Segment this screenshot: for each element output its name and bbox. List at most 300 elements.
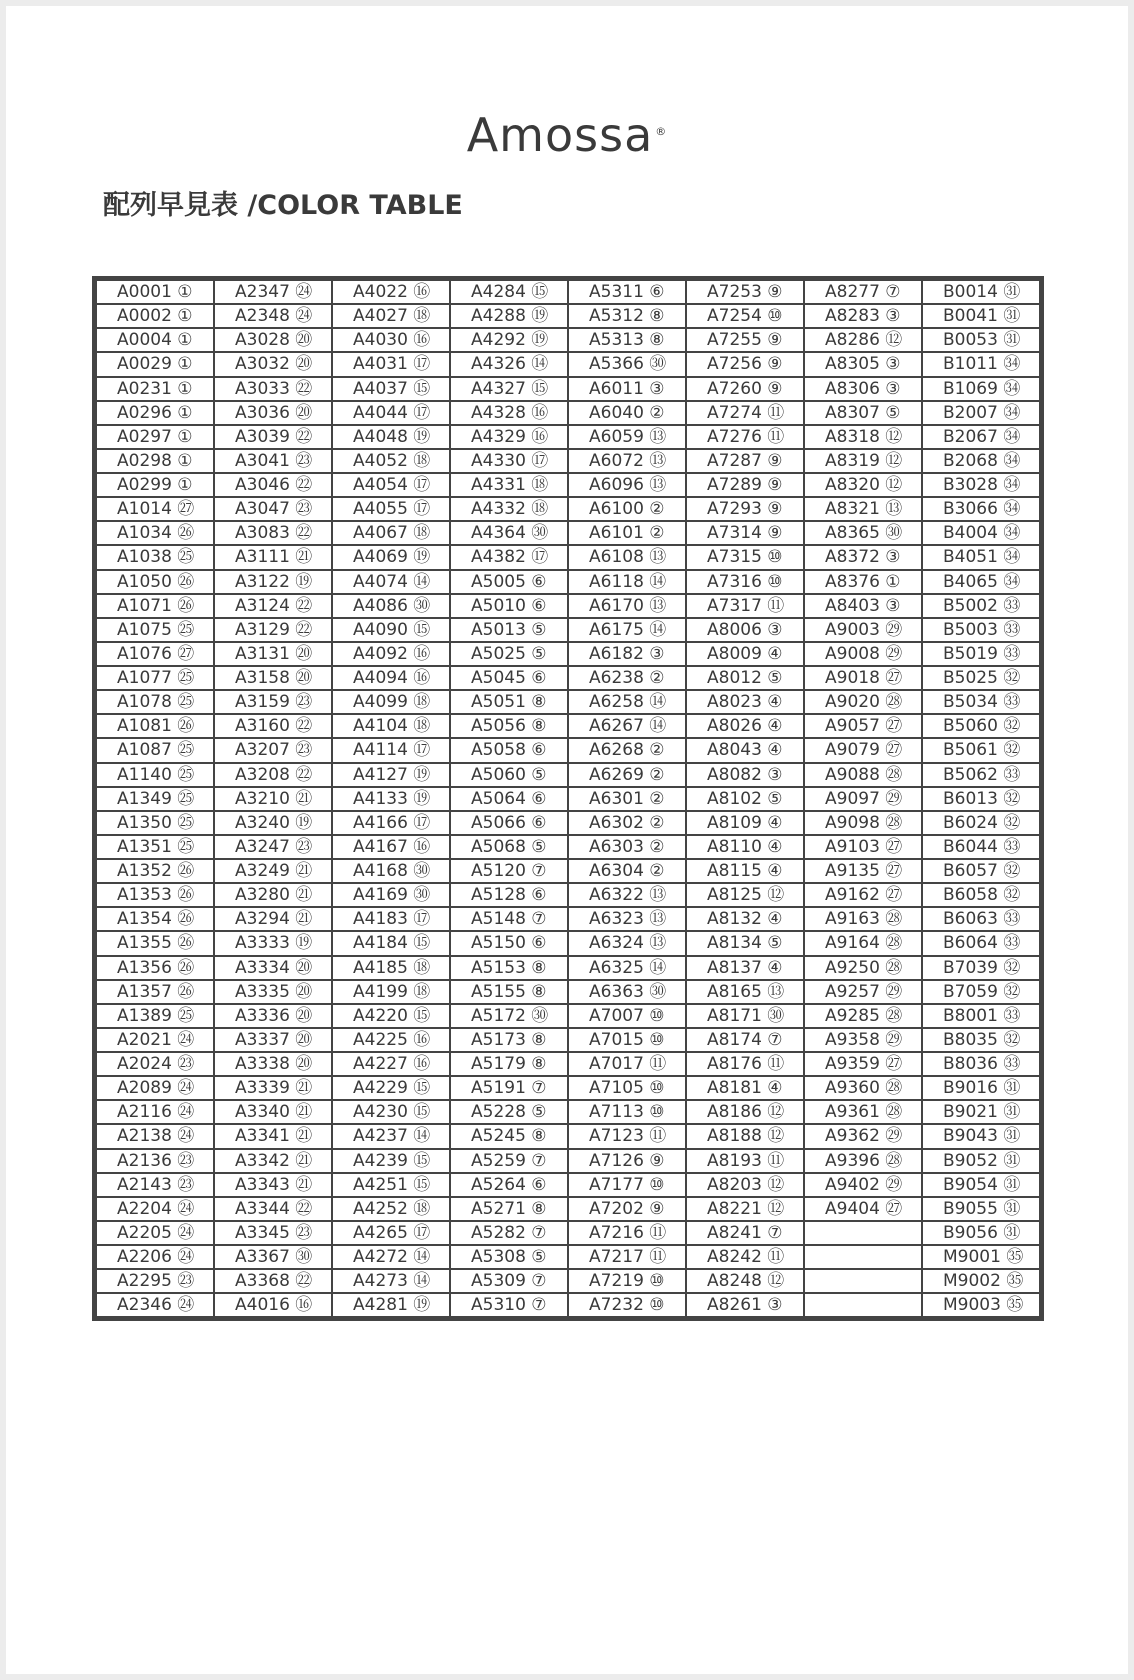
color-code-cell: A8181 ④ (686, 1076, 804, 1100)
color-code-cell: A7253 ⑨ (686, 280, 804, 304)
color-code-cell: A9358 ㉙ (804, 1028, 922, 1052)
color-code-cell: A4044 ⑰ (332, 401, 450, 425)
color-code-cell: A9057 ㉗ (804, 714, 922, 738)
color-code-cell: B9052 ㉛ (922, 1149, 1040, 1173)
color-code-cell: A1076 ㉗ (96, 642, 214, 666)
color-code-cell: A8043 ④ (686, 738, 804, 762)
color-code-cell: A1351 ㉕ (96, 835, 214, 859)
color-code-cell: A3083 ㉒ (214, 521, 332, 545)
color-code-cell: A4230 ⑮ (332, 1100, 450, 1124)
color-code-cell: A5311 ⑥ (568, 280, 686, 304)
table-row (96, 594, 1040, 618)
color-code-cell: A6323 ⑬ (568, 907, 686, 931)
color-code-cell: A1355 ㉖ (96, 931, 214, 955)
color-code-cell: A6301 ② (568, 787, 686, 811)
color-code-cell: A9103 ㉗ (804, 835, 922, 859)
color-code-cell: A6325 ⑭ (568, 956, 686, 980)
color-code-cell: A7177 ⑩ (568, 1173, 686, 1197)
color-code-cell: A4127 ⑲ (332, 763, 450, 787)
color-code-cell: A3046 ㉒ (214, 473, 332, 497)
table-row (96, 1076, 1040, 1100)
color-code-cell: A4168 ㉚ (332, 859, 450, 883)
color-code-cell: A8102 ⑤ (686, 787, 804, 811)
color-code-cell: A8109 ④ (686, 811, 804, 835)
color-code-cell: A4114 ⑰ (332, 738, 450, 762)
table-row (96, 738, 1040, 762)
color-code-cell: A5228 ⑤ (450, 1100, 568, 1124)
table-row (96, 1173, 1040, 1197)
color-code-cell: A3344 ㉒ (214, 1197, 332, 1221)
table-row (96, 1100, 1040, 1124)
color-code-cell: A1050 ㉖ (96, 570, 214, 594)
color-code-cell: A8188 ⑫ (686, 1124, 804, 1148)
registered-mark: ® (655, 124, 668, 138)
color-code-cell: A5172 ㉚ (450, 1004, 568, 1028)
color-code-cell: A8012 ⑤ (686, 666, 804, 690)
color-code-cell: A4251 ⑮ (332, 1173, 450, 1197)
color-code-cell: A4239 ⑮ (332, 1149, 450, 1173)
color-code-cell: A1352 ㉖ (96, 859, 214, 883)
color-code-cell: A5153 ⑧ (450, 956, 568, 980)
color-code-cell: A8115 ④ (686, 859, 804, 883)
color-code-cell: B0014 ㉛ (922, 280, 1040, 304)
color-code-cell: A1071 ㉖ (96, 594, 214, 618)
table-row (96, 497, 1040, 521)
color-code-cell: A3280 ㉑ (214, 883, 332, 907)
color-code-cell: A9018 ㉗ (804, 666, 922, 690)
color-code-cell: A4054 ⑰ (332, 473, 450, 497)
color-code-cell: A3335 ⑳ (214, 980, 332, 1004)
color-code-cell: A1356 ㉖ (96, 956, 214, 980)
color-code-cell: A8006 ③ (686, 618, 804, 642)
color-code-cell: A6100 ② (568, 497, 686, 521)
color-code-cell: A8261 ③ (686, 1293, 804, 1317)
color-code-cell: A5120 ⑦ (450, 859, 568, 883)
color-code-cell: A7015 ⑩ (568, 1028, 686, 1052)
color-code-cell: A8403 ③ (804, 594, 922, 618)
color-code-cell: B9043 ㉛ (922, 1124, 1040, 1148)
table-row (96, 570, 1040, 594)
color-code-cell: A4086 ㉚ (332, 594, 450, 618)
color-code-cell: A1357 ㉖ (96, 980, 214, 1004)
color-code-cell: A4037 ⑮ (332, 377, 450, 401)
color-code-cell: A0002 ① (96, 304, 214, 328)
color-code-cell: A4052 ⑱ (332, 449, 450, 473)
color-code-cell: A7217 ⑪ (568, 1245, 686, 1269)
color-code-cell: A4166 ⑰ (332, 811, 450, 835)
color-code-cell: A8171 ㉚ (686, 1004, 804, 1028)
color-code-cell: B5002 ㉝ (922, 594, 1040, 618)
color-code-cell: A5308 ⑤ (450, 1245, 568, 1269)
table-row (96, 1269, 1040, 1293)
color-code-cell: A6303 ② (568, 835, 686, 859)
color-code-cell: A4332 ⑱ (450, 497, 568, 521)
color-code-cell: A8165 ⑬ (686, 980, 804, 1004)
color-code-cell: A9362 ㉙ (804, 1124, 922, 1148)
color-code-cell: A4329 ⑯ (450, 425, 568, 449)
color-code-cell: A7317 ⑪ (686, 594, 804, 618)
color-code-cell: B2067 ㉞ (922, 425, 1040, 449)
color-code-cell: A3336 ⑳ (214, 1004, 332, 1028)
color-code-cell: A0296 ① (96, 401, 214, 425)
color-code-cell: A4227 ⑯ (332, 1052, 450, 1076)
color-code-cell: A6267 ⑭ (568, 714, 686, 738)
color-code-cell: A4252 ⑱ (332, 1197, 450, 1221)
color-code-cell: A6108 ⑬ (568, 545, 686, 569)
brand-logo (0, 108, 1134, 162)
color-code-cell: A2346 ㉔ (96, 1293, 214, 1317)
color-code-cell: B7059 ㉜ (922, 980, 1040, 1004)
color-code-cell: B6063 ㉝ (922, 907, 1040, 931)
color-code-cell: A9079 ㉗ (804, 738, 922, 762)
color-code-cell: A8365 ㉚ (804, 521, 922, 545)
color-code-cell: A0297 ① (96, 425, 214, 449)
color-code-cell: B9055 ㉛ (922, 1197, 1040, 1221)
color-code-cell: A9162 ㉗ (804, 883, 922, 907)
table-row (96, 425, 1040, 449)
color-code-cell: A6011 ③ (568, 377, 686, 401)
color-code-cell: A7007 ⑩ (568, 1004, 686, 1028)
color-code-cell: B5062 ㉝ (922, 763, 1040, 787)
color-code-cell: A8132 ④ (686, 907, 804, 931)
color-code-cell: A5150 ⑥ (450, 931, 568, 955)
color-code-cell: A0231 ① (96, 377, 214, 401)
color-code-cell: A1077 ㉕ (96, 666, 214, 690)
color-code-cell: A9404 ㉗ (804, 1197, 922, 1221)
color-code-cell: A7105 ⑩ (568, 1076, 686, 1100)
color-code-cell: A6072 ⑬ (568, 449, 686, 473)
color-code-cell: B5025 ㉜ (922, 666, 1040, 690)
color-code-cell: A8286 ⑫ (804, 328, 922, 352)
color-code-cell: A8242 ⑪ (686, 1245, 804, 1269)
color-code-cell: A3041 ㉓ (214, 449, 332, 473)
color-code-cell: A4183 ⑰ (332, 907, 450, 931)
color-code-cell: A8186 ⑫ (686, 1100, 804, 1124)
color-code-cell: A8283 ③ (804, 304, 922, 328)
color-code-cell: B9056 ㉛ (922, 1221, 1040, 1245)
color-code-cell: A4281 ⑲ (332, 1293, 450, 1317)
color-code-cell: A5309 ⑦ (450, 1269, 568, 1293)
color-code-cell: A4167 ⑯ (332, 835, 450, 859)
color-code-cell: A9135 ㉗ (804, 859, 922, 883)
brand-name: Amossa (466, 108, 654, 162)
color-code-cell: A2136 ㉓ (96, 1149, 214, 1173)
color-code-cell: A8137 ④ (686, 956, 804, 980)
table-row (96, 449, 1040, 473)
color-code-cell: A4229 ⑮ (332, 1076, 450, 1100)
color-code-cell: A7316 ⑩ (686, 570, 804, 594)
color-code-cell: A2204 ㉔ (96, 1197, 214, 1221)
color-code-cell: A7017 ⑪ (568, 1052, 686, 1076)
table-row (96, 280, 1040, 304)
table-row (96, 377, 1040, 401)
table-row (96, 666, 1040, 690)
color-code-cell: A6096 ⑬ (568, 473, 686, 497)
color-code-cell: A6269 ② (568, 763, 686, 787)
table-row (96, 1221, 1040, 1245)
color-code-cell: B8001 ㉝ (922, 1004, 1040, 1028)
color-code-cell: A2116 ㉔ (96, 1100, 214, 1124)
color-code-cell: A4104 ⑱ (332, 714, 450, 738)
color-code-cell: A1349 ㉕ (96, 787, 214, 811)
color-code-cell: A4074 ⑭ (332, 570, 450, 594)
color-code-cell: A1350 ㉕ (96, 811, 214, 835)
color-code-cell: A0029 ① (96, 352, 214, 376)
color-code-cell: A8082 ③ (686, 763, 804, 787)
color-code-cell: A1075 ㉕ (96, 618, 214, 642)
color-code-cell: A5366 ㉚ (568, 352, 686, 376)
color-code-cell: A8318 ⑫ (804, 425, 922, 449)
color-code-cell: A1140 ㉕ (96, 763, 214, 787)
color-code-cell: A3032 ⑳ (214, 352, 332, 376)
color-code-cell: A6118 ⑭ (568, 570, 686, 594)
color-code-cell: A8241 ⑦ (686, 1221, 804, 1245)
table-row (96, 521, 1040, 545)
color-code-cell: A7202 ⑨ (568, 1197, 686, 1221)
color-code-cell: B8035 ㉜ (922, 1028, 1040, 1052)
color-code-cell: A4220 ⑮ (332, 1004, 450, 1028)
color-code-cell: A6324 ⑬ (568, 931, 686, 955)
table-row (96, 980, 1040, 1004)
color-code-cell: A9020 ㉘ (804, 690, 922, 714)
table-row (96, 304, 1040, 328)
color-code-cell: A7314 ⑨ (686, 521, 804, 545)
color-code-cell: A5025 ⑤ (450, 642, 568, 666)
color-code-cell: B3066 ㉞ (922, 497, 1040, 521)
color-code-cell: A3207 ㉓ (214, 738, 332, 762)
color-code-cell: A3159 ㉓ (214, 690, 332, 714)
color-code-cell: A8305 ③ (804, 352, 922, 376)
color-code-cell: A5005 ⑥ (450, 570, 568, 594)
color-code-cell: A7256 ⑨ (686, 352, 804, 376)
color-code-cell: A3333 ⑲ (214, 931, 332, 955)
color-code-cell: A9164 ㉘ (804, 931, 922, 955)
color-code-cell: A7276 ⑪ (686, 425, 804, 449)
color-code-cell: A2348 ㉔ (214, 304, 332, 328)
color-code-cell: A4265 ⑰ (332, 1221, 450, 1245)
table-row (96, 956, 1040, 980)
table-row (96, 1028, 1040, 1052)
color-code-cell: A8009 ④ (686, 642, 804, 666)
color-code-cell: A3334 ⑳ (214, 956, 332, 980)
color-code-cell: A9359 ㉗ (804, 1052, 922, 1076)
color-code-cell: B5034 ㉝ (922, 690, 1040, 714)
color-code-cell: B0053 ㉛ (922, 328, 1040, 352)
color-code-cell: B3028 ㉞ (922, 473, 1040, 497)
color-code-cell: A0001 ① (96, 280, 214, 304)
color-code-cell: A3341 ㉑ (214, 1124, 332, 1148)
color-code-cell: B4004 ㉞ (922, 521, 1040, 545)
color-code-cell: A4048 ⑲ (332, 425, 450, 449)
color-code-cell: A1034 ㉖ (96, 521, 214, 545)
color-code-cell: B1011 ㉞ (922, 352, 1040, 376)
color-code-cell: A5045 ⑥ (450, 666, 568, 690)
color-code-cell: A8372 ③ (804, 545, 922, 569)
color-code-cell: A5271 ⑧ (450, 1197, 568, 1221)
color-code-cell: A3122 ⑲ (214, 570, 332, 594)
color-code-cell: A8320 ⑫ (804, 473, 922, 497)
color-code-cell: A4288 ⑲ (450, 304, 568, 328)
color-code-cell: A0004 ① (96, 328, 214, 352)
color-code-cell: A6322 ⑬ (568, 883, 686, 907)
color-code-cell: A6258 ⑭ (568, 690, 686, 714)
color-code-cell: A4099 ⑱ (332, 690, 450, 714)
color-code-cell: A2206 ㉔ (96, 1245, 214, 1269)
color-code-cell: A4027 ⑱ (332, 304, 450, 328)
color-code-cell: B6013 ㉜ (922, 787, 1040, 811)
color-code-cell: A9250 ㉘ (804, 956, 922, 980)
color-code-cell: A3160 ㉒ (214, 714, 332, 738)
color-code-cell: A4055 ⑰ (332, 497, 450, 521)
color-code-cell: A7254 ⑩ (686, 304, 804, 328)
table-row (96, 1197, 1040, 1221)
color-code-cell: A4382 ⑰ (450, 545, 568, 569)
color-code-cell: A3249 ㉑ (214, 859, 332, 883)
color-code-cell: A2089 ㉔ (96, 1076, 214, 1100)
color-code-cell: A3111 ㉑ (214, 545, 332, 569)
color-code-cell: A3208 ㉒ (214, 763, 332, 787)
table-row (96, 859, 1040, 883)
color-code-cell: A3337 ⑳ (214, 1028, 332, 1052)
color-code-cell: B5003 ㉝ (922, 618, 1040, 642)
color-code-cell: A5148 ⑦ (450, 907, 568, 931)
color-code-cell (804, 1245, 922, 1269)
color-code-cell: B6064 ㉝ (922, 931, 1040, 955)
color-code-cell: A8248 ⑫ (686, 1269, 804, 1293)
color-code-cell: A2024 ㉓ (96, 1052, 214, 1076)
color-code-cell: A6268 ② (568, 738, 686, 762)
color-code-cell: A5060 ⑤ (450, 763, 568, 787)
table-row (96, 787, 1040, 811)
color-code-cell: A1087 ㉕ (96, 738, 214, 762)
table-row (96, 352, 1040, 376)
color-code-cell: A3047 ㉓ (214, 497, 332, 521)
color-code-cell: A1038 ㉕ (96, 545, 214, 569)
table-row (96, 883, 1040, 907)
table-row (96, 714, 1040, 738)
color-code-cell: A6175 ⑭ (568, 618, 686, 642)
color-code-cell: A4364 ㉚ (450, 521, 568, 545)
color-code-cell: B5060 ㉜ (922, 714, 1040, 738)
color-code-cell: A9163 ㉘ (804, 907, 922, 931)
color-code-cell: A4330 ⑰ (450, 449, 568, 473)
color-code-cell: A7315 ⑩ (686, 545, 804, 569)
color-code-cell: B4051 ㉞ (922, 545, 1040, 569)
table-row (96, 811, 1040, 835)
table-row (96, 1124, 1040, 1148)
color-code-cell: A7232 ⑩ (568, 1293, 686, 1317)
color-code-cell: A5058 ⑥ (450, 738, 568, 762)
color-code-cell: B2007 ㉞ (922, 401, 1040, 425)
color-code-cell: A9257 ㉙ (804, 980, 922, 1004)
color-code-cell: A1354 ㉖ (96, 907, 214, 931)
color-code-cell: A4199 ⑱ (332, 980, 450, 1004)
color-code-cell: A3131 ⑳ (214, 642, 332, 666)
table-row (96, 328, 1040, 352)
color-code-cell: A8023 ④ (686, 690, 804, 714)
color-code-cell: A4092 ⑯ (332, 642, 450, 666)
color-code-cell: A7255 ⑨ (686, 328, 804, 352)
table-row (96, 907, 1040, 931)
color-code-cell: A5068 ⑤ (450, 835, 568, 859)
color-table (95, 279, 1041, 1318)
color-code-cell: B5061 ㉜ (922, 738, 1040, 762)
color-code-cell: A4031 ⑰ (332, 352, 450, 376)
color-code-cell: A3028 ⑳ (214, 328, 332, 352)
color-code-cell: A3338 ⑳ (214, 1052, 332, 1076)
color-code-cell: A2205 ㉔ (96, 1221, 214, 1245)
color-code-cell: A5179 ⑧ (450, 1052, 568, 1076)
color-code-cell: A3158 ⑳ (214, 666, 332, 690)
color-code-cell: A8307 ⑤ (804, 401, 922, 425)
color-code-cell: A5245 ⑧ (450, 1124, 568, 1148)
color-code-cell: A7293 ⑨ (686, 497, 804, 521)
color-code-cell: A5128 ⑥ (450, 883, 568, 907)
color-code-cell: A5155 ⑧ (450, 980, 568, 1004)
table-row (96, 1293, 1040, 1317)
color-code-cell: A4184 ⑮ (332, 931, 450, 955)
color-code-cell: B6024 ㉜ (922, 811, 1040, 835)
color-code-cell: A5312 ⑧ (568, 304, 686, 328)
color-code-cell: A5010 ⑥ (450, 594, 568, 618)
color-code-cell: A6302 ② (568, 811, 686, 835)
color-code-cell: A8174 ⑦ (686, 1028, 804, 1052)
color-table-frame (92, 276, 1044, 1321)
color-code-cell: A3247 ㉓ (214, 835, 332, 859)
color-code-cell: A8125 ⑫ (686, 883, 804, 907)
color-code-cell: A7113 ⑩ (568, 1100, 686, 1124)
color-code-cell: A2138 ㉔ (96, 1124, 214, 1148)
color-code-cell: B7039 ㉜ (922, 956, 1040, 980)
table-row (96, 545, 1040, 569)
table-row (96, 763, 1040, 787)
table-row (96, 401, 1040, 425)
color-code-cell: M9001 ㉟ (922, 1245, 1040, 1269)
color-code-cell: A5051 ⑧ (450, 690, 568, 714)
table-row (96, 931, 1040, 955)
color-code-cell: A9008 ㉙ (804, 642, 922, 666)
color-code-cell: A3036 ⑳ (214, 401, 332, 425)
color-code-cell: A8176 ⑪ (686, 1052, 804, 1076)
color-code-cell: A8026 ④ (686, 714, 804, 738)
color-code-cell: B0041 ㉛ (922, 304, 1040, 328)
color-code-cell: A3124 ㉒ (214, 594, 332, 618)
color-code-cell: A7216 ⑪ (568, 1221, 686, 1245)
color-code-cell: A5173 ⑧ (450, 1028, 568, 1052)
color-code-cell: A8221 ⑫ (686, 1197, 804, 1221)
color-code-cell: A9098 ㉘ (804, 811, 922, 835)
color-code-cell: M9002 ㉟ (922, 1269, 1040, 1293)
color-code-cell: A3340 ㉑ (214, 1100, 332, 1124)
color-code-cell: A8110 ④ (686, 835, 804, 859)
color-code-cell: A4225 ⑯ (332, 1028, 450, 1052)
color-code-cell: A4237 ⑭ (332, 1124, 450, 1148)
color-code-cell: A3345 ㉓ (214, 1221, 332, 1245)
table-row (96, 1004, 1040, 1028)
color-code-cell: A2347 ㉔ (214, 280, 332, 304)
table-row (96, 1149, 1040, 1173)
table-row (96, 618, 1040, 642)
color-code-cell: A1353 ㉖ (96, 883, 214, 907)
table-row (96, 835, 1040, 859)
color-code-cell: A3039 ㉒ (214, 425, 332, 449)
color-code-cell: A7123 ⑪ (568, 1124, 686, 1148)
color-code-cell: A4133 ⑲ (332, 787, 450, 811)
color-code-cell: A3033 ㉒ (214, 377, 332, 401)
color-code-cell: A4327 ⑮ (450, 377, 568, 401)
color-code-cell: A6170 ⑬ (568, 594, 686, 618)
color-code-cell: B9021 ㉛ (922, 1100, 1040, 1124)
